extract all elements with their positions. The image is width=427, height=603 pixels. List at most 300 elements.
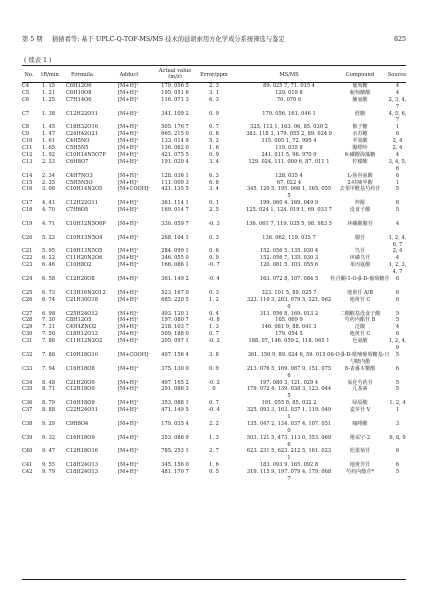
cell-no: C8 (22, 124, 30, 131)
cell-formula: C9H8O4 (66, 420, 89, 427)
cell-msms: 199. 060 4, 169. 049 9 (259, 200, 319, 207)
table-row (0, 152, 427, 159)
cell-compound: 地黄苷 C (349, 296, 371, 303)
cell-no: C40 (22, 448, 33, 455)
cell-rt: 7. 88 (42, 351, 55, 358)
cell-no: C6 (22, 96, 30, 103)
cell-no: C9 (22, 131, 30, 138)
cell-formula: C11H12N2O2 (66, 338, 103, 345)
cell-compound: 2-呋喃甲酸 (347, 179, 373, 186)
cell-source: 1 (395, 179, 400, 186)
cell-source: 4 (395, 83, 400, 89)
cell-rt: 3. 08 (42, 186, 55, 193)
cell-formula: C22H24O11 (66, 407, 98, 414)
cell-actual-value: 685. 220 5 (161, 296, 189, 303)
cell-adduct: [M+H]⁺ (118, 317, 139, 324)
cell-source: 4, 5, 6, 7 (388, 110, 407, 124)
cell-error: -0. 2 (208, 338, 220, 345)
col-header-compound: Compound (345, 72, 375, 78)
cell-rt: 9. 79 (42, 469, 55, 476)
cell-no: C10 (22, 138, 33, 145)
cell-error: 0. 4 (209, 310, 219, 317)
cell-no: C16 (22, 186, 33, 193)
cell-source: 4 (395, 220, 400, 227)
cell-error: 0. 9 (209, 151, 219, 158)
cell-error: 1. 6 (209, 145, 219, 152)
cell-adduct: [M+H]⁺ (118, 469, 139, 476)
cell-formula: C4H5NO (66, 138, 90, 145)
cell-source: 5 (395, 310, 400, 317)
cell-formula: C12H18O16 (66, 448, 98, 455)
cell-actual-value: 197. 080 7 (161, 317, 189, 324)
cell-no: C38 (22, 420, 33, 427)
cell-msms: 325. 093 3, 163. 037 1, 119. 049 1 (246, 407, 332, 420)
cell-rt: 1. 38 (42, 110, 55, 117)
cell-msms: 345. 120 5, 195. 066 1, 165. 055 5 (246, 186, 332, 200)
cell-actual-value: 493. 120 1 (161, 310, 189, 317)
cell-msms: 135. 047 2, 134. 037 4, 107. 051 0 (246, 420, 332, 434)
cell-error: 0. 6 (209, 248, 219, 255)
cell-actual-value: 128. 036 1 (161, 172, 189, 179)
col-header-actual-value: Actual value (158, 68, 192, 74)
page-number: 825 (393, 36, 406, 43)
cell-rt: 1. 61 (42, 138, 55, 145)
table-row (0, 386, 427, 400)
cell-adduct: [M+H]⁺ (118, 172, 139, 179)
table-bottom-rule (22, 579, 406, 580)
cell-actual-value: 345. 156 0 (161, 462, 189, 469)
cell-source: 4 (395, 89, 400, 96)
cell-msms: 105. 069 9 (275, 317, 303, 324)
cell-source: 3 (395, 420, 400, 427)
cell-error: -0. 4 (208, 276, 220, 283)
cell-actual-value: 136. 062 0 (161, 145, 189, 152)
cell-msms: 213. 076 5, 169. 087 9, 151. 075 6 (246, 365, 332, 379)
cell-actual-value: 471. 149 5 (161, 407, 189, 414)
cell-compound: 腺嘌呤 (352, 145, 368, 152)
cell-actual-value: 330. 059 7 (161, 220, 189, 227)
cell-source: 5 (395, 351, 400, 358)
cell-no: C27 (22, 310, 33, 317)
cell-actual-value: 291. 086 3 (161, 386, 189, 393)
cell-rt: 7. 30 (42, 317, 55, 324)
cell-error: -0. 2 (208, 379, 220, 386)
cell-adduct: [M+H]⁺ (118, 462, 139, 469)
cell-compound: 二棚酸基没食子酸 (339, 310, 381, 317)
cell-rt: 1. 47 (42, 131, 55, 138)
cell-no: C12 (22, 151, 33, 158)
cell-compound: 6-磷酸海藻糖 (344, 151, 376, 158)
cell-error: 0. 3 (209, 234, 219, 241)
cell-source: 2, 4 (392, 145, 403, 152)
cell-rt: 7. 31 (42, 324, 55, 331)
cell-rt: 5. 95 (42, 248, 55, 255)
cell-source: 1 (395, 407, 400, 414)
cell-no: C36 (22, 400, 33, 407)
cell-adduct: [M+H]⁺ (118, 131, 139, 138)
journal-running-title: 猜猜看等: 基于 UPLC-Q-TOF-MS/MS 技术的延胡索用方化学成分系统筛选与鉴定 (52, 36, 285, 43)
cell-rt: 6. 46 (42, 262, 55, 269)
cell-error: 0. 7 (209, 400, 219, 407)
cell-actual-value: 481. 170 7 (161, 469, 189, 476)
table-row (0, 290, 427, 297)
cell-compound: 水苏糖 (352, 131, 368, 138)
cell-compound: 没食子酸 (349, 207, 371, 214)
cell-error: -0. 8 (208, 317, 220, 324)
cell-rt: 8. 88 (42, 407, 55, 414)
cell-actual-value: 205. 097 1 (161, 338, 189, 345)
cell-rt: 1. 65 (42, 145, 55, 152)
cell-msms: 241. 011 5, 96. 970 0 (261, 151, 317, 158)
cell-rt: 6. 98 (42, 310, 55, 317)
cell-rt: 2. 34 (42, 172, 55, 179)
cell-error: 0. 7 (209, 331, 219, 338)
table-row (0, 159, 427, 173)
cell-actual-value: 497. 165 2 (161, 379, 189, 386)
cell-msms: 179. 072 4, 139. 038 3, 123. 044 5 (246, 386, 332, 400)
cell-actual-value: 407. 156 4 (161, 351, 189, 358)
cell-formula: C10H8O2 (66, 262, 92, 269)
cell-formula: C18H24O13 (66, 462, 98, 469)
cell-msms: 188. 07, 146. 059 2, 118. 065 1 (248, 338, 330, 345)
cell-adduct: [M+H]⁺ (118, 207, 139, 214)
cell-actual-value: 111. 009 3 (161, 179, 189, 186)
cell-formula: C4H7NO3 (66, 172, 93, 179)
cell-adduct: [M+H]⁺ (118, 310, 139, 317)
table-row (0, 435, 427, 449)
cell-compound: 芍药内酯苷 B (344, 317, 376, 324)
cell-compound: 牡丹酮-1-O-β-D-葡萄糖苷 (330, 276, 390, 283)
cell-rt: 7. 94 (42, 365, 55, 372)
table-row (0, 407, 427, 421)
cell-error: 1. 3 (209, 324, 219, 331)
cell-rt: 7. 50 (42, 331, 55, 338)
table-row (0, 338, 427, 352)
cell-adduct: [M+H]⁺ (118, 145, 139, 152)
cell-actual-value: 133. 014 9 (161, 138, 189, 145)
cell-compound: 8-表番木鳖酸 (344, 365, 376, 372)
cell-formula: C12H22O11 (66, 200, 98, 207)
cell-no: C13 (22, 158, 33, 165)
cell-compound: 氧化芍药苷 (347, 379, 373, 386)
cell-no: C37 (22, 407, 33, 414)
cell-source: 1, 2, 3, 4, 7 (388, 262, 407, 276)
cell-actual-value: 268. 104 1 (161, 234, 189, 241)
cell-adduct: [M+H]⁺ (118, 110, 139, 117)
table-header (0, 66, 427, 82)
cell-rt: 4. 71 (42, 220, 55, 227)
cell-formula: C10H12N5O6P (66, 220, 106, 227)
cell-adduct: [M+H]⁺ (118, 331, 139, 338)
cell-adduct: [M+H]⁺ (118, 289, 139, 296)
cell-source: 4 (395, 151, 400, 158)
cell-actual-value: 509. 188 0 (161, 331, 189, 338)
cell-actual-value: 116. 071 3 (161, 96, 189, 103)
cell-no: C31 (22, 338, 33, 345)
cell-formula: C12H20O8 (66, 276, 95, 283)
cell-adduct: [M+COOH]⁻ (118, 186, 151, 193)
cell-formula: C11H20N2O6 (66, 255, 103, 262)
cell-error: 3. 1 (209, 89, 219, 96)
cell-compound: 麦芽苷 V (349, 407, 371, 414)
cell-formula: C24H42O21 (66, 131, 98, 138)
cell-msms: 323. 101 5, 89. 025 7 (261, 289, 317, 296)
cell-msms: 115. 005 1, 72. 995 4 (261, 138, 317, 145)
col-header-adduct: Adduct (119, 72, 139, 78)
table-row (0, 276, 427, 290)
cell-source: 6 (395, 276, 400, 283)
cell-adduct: [M+H]⁺ (118, 379, 139, 386)
cell-no: C32 (22, 351, 33, 358)
cell-adduct: [M+H]⁺ (118, 434, 139, 441)
table-continued-label: ( 续表 1 ) (24, 57, 52, 64)
cell-formula: C16H18O9 (66, 434, 95, 441)
col-header-actual-unit: (m/z) (168, 74, 182, 80)
cell-adduct: [M+COOH]⁻ (118, 351, 151, 358)
cell-compound: 梓醇 (354, 200, 366, 207)
cell-adduct: [M+H]⁺ (118, 83, 139, 89)
col-header-no: No. (24, 72, 34, 78)
cell-source: 1, 2, 4, 9 (388, 338, 407, 352)
cell-rt: 2. 35 (42, 179, 55, 186)
table-row (0, 221, 427, 235)
cell-no: C26 (22, 296, 33, 303)
cell-compound: 葡萄糖 (352, 83, 368, 89)
cell-formula: C7H6O5 (66, 207, 89, 214)
cell-error: 0. 7 (209, 124, 219, 131)
cell-error: 0. 3 (209, 289, 219, 296)
cell-msms: 129. 024, 111. 009 6, 87. 011 1 (248, 158, 330, 165)
cell-no: C18 (22, 207, 33, 214)
cell-no: C35 (22, 386, 33, 393)
cell-error: 3. 4 (209, 186, 219, 193)
cell-no: C4 (22, 83, 30, 89)
cell-error: 2. 7 (209, 448, 219, 455)
cell-actual-value: 218. 103 7 (161, 324, 189, 331)
table-row (0, 145, 427, 152)
cell-compound: 棉子糖 (352, 124, 368, 131)
cell-msms: 136. 061 7, 119. 035 5, 98. 983 5 (246, 220, 332, 227)
cell-no: C41 (22, 462, 33, 469)
cell-msms: 191. 055 8, 85. 032 2 (261, 400, 317, 407)
col-header-source: Source (387, 72, 407, 78)
cell-no: C21 (22, 248, 33, 255)
cell-formula: C13H16N2O12 (66, 289, 106, 296)
table-row (0, 448, 427, 462)
cell-source: 4 (395, 255, 400, 262)
cell-adduct: [M+H]⁺ (118, 276, 139, 283)
table-row (0, 207, 427, 221)
cell-formula: C6H10O8 (66, 89, 92, 96)
cell-msms: 179. 054 5 (275, 331, 303, 338)
cell-error: 6. 8 (209, 179, 219, 186)
cell-actual-value: 166. 086 1 (161, 262, 189, 269)
cell-rt: 8. 48 (42, 379, 55, 386)
cell-adduct: [M+H]⁺ (118, 234, 139, 241)
cell-no: C20 (22, 234, 33, 241)
cell-actual-value: 505. 176 7 (161, 124, 189, 131)
cell-msms: 383. 118 3, 179. 055 2, 89. 024 9 (246, 131, 332, 138)
cell-compound: 环磷鸟苷 (349, 255, 371, 262)
col-header-msms: MS/MS (279, 72, 299, 78)
cell-actual-value: 195. 051 6 (161, 89, 189, 96)
cell-adduct: [M+H]⁺ (118, 124, 139, 131)
cell-adduct: [M+H]⁺ (118, 324, 139, 331)
cell-error: 1. 6 (209, 462, 219, 469)
cell-source: 1, 2, 4, 6, 7 (388, 234, 407, 248)
cell-source: 2, 4 (392, 248, 403, 255)
cell-formula: C10H18O10 (66, 351, 98, 358)
cell-compound: 松果菊苷 (349, 448, 371, 455)
cell-source: 6 (395, 331, 400, 338)
cell-actual-value: 346. 055 0 (161, 255, 189, 262)
cell-msms: 89. 025 7, 71. 015 4 (263, 83, 315, 89)
cell-source: 6 (395, 296, 400, 303)
cell-msms: 197. 080 3, 121. 029 4 (259, 379, 319, 386)
cell-compound: 苹果酸 (352, 138, 368, 145)
table-row (0, 97, 427, 111)
cell-compound: 绿原酸 (352, 400, 368, 407)
cell-rt: 6. 58 (42, 276, 55, 283)
cell-compound: 维采宁-2 (349, 434, 371, 441)
cell-rt: 6. 74 (42, 296, 55, 303)
cell-error: 2. 5 (209, 207, 219, 214)
col-header-formula: Formula (71, 72, 93, 78)
cell-adduct: [M+H]⁺ (118, 400, 139, 407)
col-header-error: Error/ppm (200, 72, 228, 78)
table-row (0, 262, 427, 276)
cell-no: C17 (22, 200, 33, 207)
cell-formula: C18H24O13 (66, 469, 98, 476)
cell-compound: 咖啡酸 (352, 420, 368, 427)
table-row (0, 90, 427, 97)
cell-rt: 2. 33 (42, 158, 55, 165)
cell-rt: 4. 70 (42, 207, 55, 214)
table-row (0, 352, 427, 366)
cell-msms: 67. 022 4 (276, 179, 302, 186)
cell-rt: 9. 29 (42, 420, 55, 427)
cell-no: C7 (22, 110, 30, 117)
cell-compound: 柠檬酸 (352, 158, 368, 165)
cell-msms: 325. 112 1, 163. 06, 85. 030 2 (250, 124, 328, 131)
table-body (0, 83, 427, 483)
cell-adduct: [M+H]⁺ (118, 96, 139, 103)
cell-adduct: [M+H]⁺ (118, 386, 139, 393)
cell-source: 6 (395, 172, 400, 179)
cell-msms: 146. 081 9, 88. 041 3 (261, 324, 317, 331)
cell-formula: C4H4ZNO2 (66, 324, 97, 331)
table-row (0, 235, 427, 249)
cell-source: 6 (395, 448, 400, 455)
cell-actual-value: 523. 167 0 (161, 289, 189, 296)
cell-error: -0. 7 (208, 262, 220, 269)
cell-formula: C7H14O6 (66, 96, 92, 103)
cell-msms: 179. 056, 161. 046 1 (262, 110, 316, 117)
cell-no: C15 (22, 179, 33, 186)
cell-msms: 136. 062, 119. 035 7 (262, 234, 316, 241)
cell-formula: C21H20O9 (66, 379, 95, 386)
cell-rt: 1. 92 (42, 151, 55, 158)
cell-source: 6 (395, 131, 400, 138)
cell-error: -0. 4 (208, 407, 220, 414)
cell-actual-value: 179. 035 4 (161, 420, 189, 427)
cell-error: 1. 3 (209, 434, 219, 441)
cell-error: 6. 3 (209, 172, 219, 179)
cell-source: 6 (395, 200, 400, 207)
cell-actual-value: 353. 088 1 (161, 400, 189, 407)
cell-actual-value: 191. 020 4 (161, 158, 189, 165)
cell-actual-value: 353. 086 9 (161, 434, 189, 441)
cell-rt: 1. 25 (42, 96, 55, 103)
cell-source: 1 (395, 124, 400, 131)
cell-formula: C18H12O12 (66, 331, 98, 338)
cell-error: 0. 9 (209, 110, 219, 117)
cell-adduct: [M+H]⁺ (118, 200, 139, 207)
cell-rt: 5. 23 (42, 234, 55, 241)
cell-compound: 苯丙氨酸 (349, 262, 371, 269)
cell-compound: 腺苷 (354, 234, 366, 241)
cell-msms: 503. 121 5, 473. 113 0, 353. 069 6 (246, 434, 332, 448)
cell-source: 2, 3, 4, 7 (388, 96, 407, 110)
cell-error: 0. 9 (209, 255, 219, 262)
cell-msms: 361. 150 9, 89. 024 6, 59. 015 0 (247, 351, 331, 358)
cell-source: 2, 4 (392, 138, 403, 145)
cell-source: 3, 4, 5, 6 (388, 158, 407, 172)
cell-msms: 70. 070 6 (276, 96, 302, 103)
table-row (0, 421, 427, 435)
cell-compound: 葡萄糖酸 (349, 89, 371, 96)
cell-no: C11 (22, 145, 33, 152)
cell-no: C14 (22, 172, 33, 179)
cell-rt: 1. 21 (42, 89, 55, 96)
cell-no: C42 (22, 469, 33, 476)
cell-formula: C16H18O9 (66, 400, 95, 407)
cell-no: C25 (22, 289, 33, 296)
cell-source: 5 (395, 379, 400, 386)
cell-actual-value: 341. 109 2 (161, 110, 189, 117)
cell-rt: 9. 32 (42, 434, 55, 441)
cell-no: C5 (22, 89, 30, 96)
cell-msms: 125. 024 1, 124. 019 1, 69. 033 7 (246, 207, 332, 214)
cell-rt: 8. 71 (42, 386, 55, 393)
cell-source: 6, 8, 9 (389, 434, 406, 441)
cell-compound: 地黄苦苷 (349, 462, 371, 469)
cell-source: 5 (395, 317, 400, 324)
cell-source: 5 (395, 207, 400, 214)
cell-rt: 7. 86 (42, 338, 55, 345)
cell-formula: C5H5N5O (66, 179, 93, 186)
cell-formula: C6H8O7 (66, 158, 89, 165)
cell-adduct: [M+H]⁺ (118, 89, 139, 96)
cell-formula: C16H18O8 (66, 365, 95, 372)
cell-error: 0. 6 (209, 131, 219, 138)
cell-compound: 环磷酸腺苷 (347, 220, 373, 227)
cell-actual-value: 785. 253 1 (161, 448, 189, 455)
cell-compound: 芍药内酯苷* (345, 469, 375, 476)
col-header-rt: tR/min (41, 72, 59, 78)
cell-formula: C12H18O9 (66, 386, 95, 393)
cell-formula: C6H12O6 (66, 83, 92, 89)
issue-number: 第 5 期 (22, 36, 43, 43)
cell-source: 5 (395, 469, 400, 476)
cell-actual-value: 375. 130 0 (161, 365, 189, 372)
cell-no: C23 (22, 262, 33, 269)
cell-compound: 脯氨酸 (352, 96, 368, 103)
cell-msms: 119. 035 8 (275, 145, 303, 152)
cell-compound: 色氨酸 (352, 338, 368, 345)
table-row (0, 83, 427, 90)
cell-msms: 129. 019 8 (275, 89, 303, 96)
